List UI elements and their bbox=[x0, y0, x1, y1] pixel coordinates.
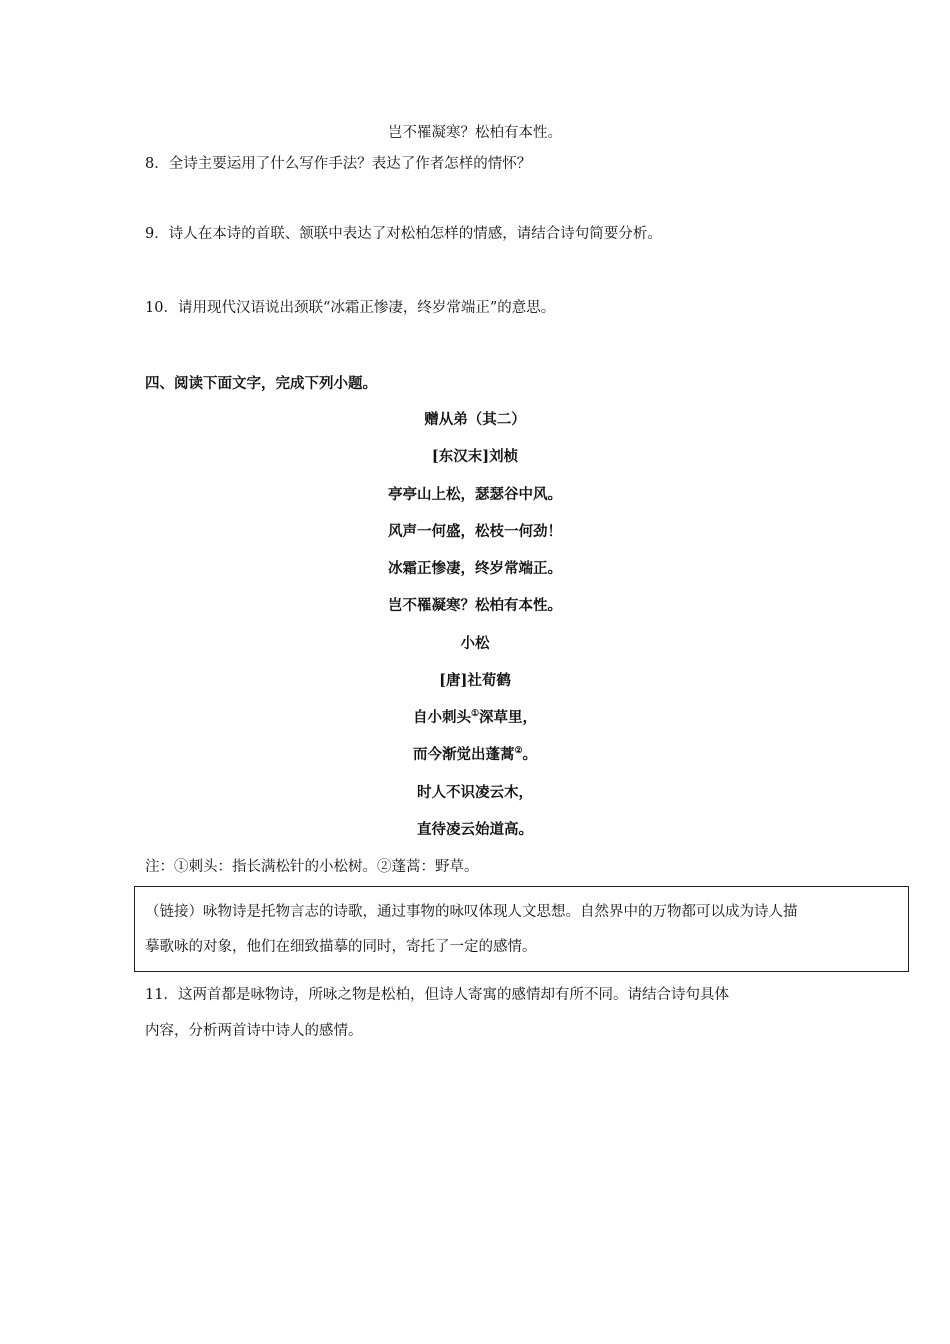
poem2-line: 直待凌云始道高。 bbox=[417, 821, 533, 838]
poem1-title: 赠从弟（其二） bbox=[424, 411, 526, 428]
section-heading: 四、阅读下面文字，完成下列小题。 bbox=[145, 375, 377, 392]
poem1-author: [东汉末]刘桢 bbox=[431, 448, 519, 465]
link-box-line2: 摹歌咏的对象，他们在细致描摹的同时，寄托了一定的感情。 bbox=[145, 939, 537, 955]
poem2-line bbox=[0, 708, 950, 728]
poem2-line2-text: 而今渐觉出蓬蒿 bbox=[412, 746, 515, 763]
poem1-line: 冰霜正惨凄，终岁常端正。 bbox=[388, 560, 562, 577]
question-8: 8．全诗主要运用了什么写作手法？表达了作者怎样的情怀？ bbox=[145, 156, 532, 172]
poem2-line2-text-end: 。 bbox=[522, 746, 538, 763]
question-10: 10．请用现代汉语说出颈联“冰霜正惨凄，终岁常端正”的意思。 bbox=[145, 300, 556, 316]
poem2-title: 小松 bbox=[460, 635, 490, 652]
question-9: 9．诗人在本诗的首联、颔联中表达了对松柏怎样的情感，请结合诗句简要分析。 bbox=[145, 226, 662, 242]
poem2-author: [唐]社荀鹤 bbox=[439, 672, 511, 689]
poem2-line: 时人不识凌云木， bbox=[417, 784, 533, 801]
poem-line-top: 岂不罹凝寒？松柏有本性。 bbox=[388, 125, 562, 141]
footnote-marker-2: ② bbox=[514, 746, 523, 757]
annotation-note: 注：①刺头：指长满松针的小松树。②蓬蒿：野草。 bbox=[145, 859, 479, 875]
poem1-line: 岂不罹凝寒？松柏有本性。 bbox=[388, 597, 562, 614]
poem2-line1-text-end: 深草里， bbox=[479, 709, 538, 726]
question-11-cont: 内容，分析两首诗中诗人的感情。 bbox=[145, 1023, 363, 1039]
question-11: 11．这两首都是咏物诗，所咏之物是松柏，但诗人寄寓的感情却有所不同。请结合诗句具体 bbox=[145, 987, 729, 1003]
link-box bbox=[134, 886, 909, 972]
poem1-line: 亭亭山上松，瑟瑟谷中风。 bbox=[388, 486, 562, 503]
poem2-line1-text: 自小刺头 bbox=[412, 709, 471, 726]
footnote-marker-1: ① bbox=[470, 709, 480, 720]
poem2-line bbox=[0, 745, 950, 765]
poem1-line: 风声一何盛，松枝一何劲！ bbox=[388, 523, 562, 540]
link-box-line1: （链接）咏物诗是托物言志的诗歌，通过事物的咏叹体现人文思想。自然界中的万物都可以成为诗人描 bbox=[145, 904, 798, 920]
